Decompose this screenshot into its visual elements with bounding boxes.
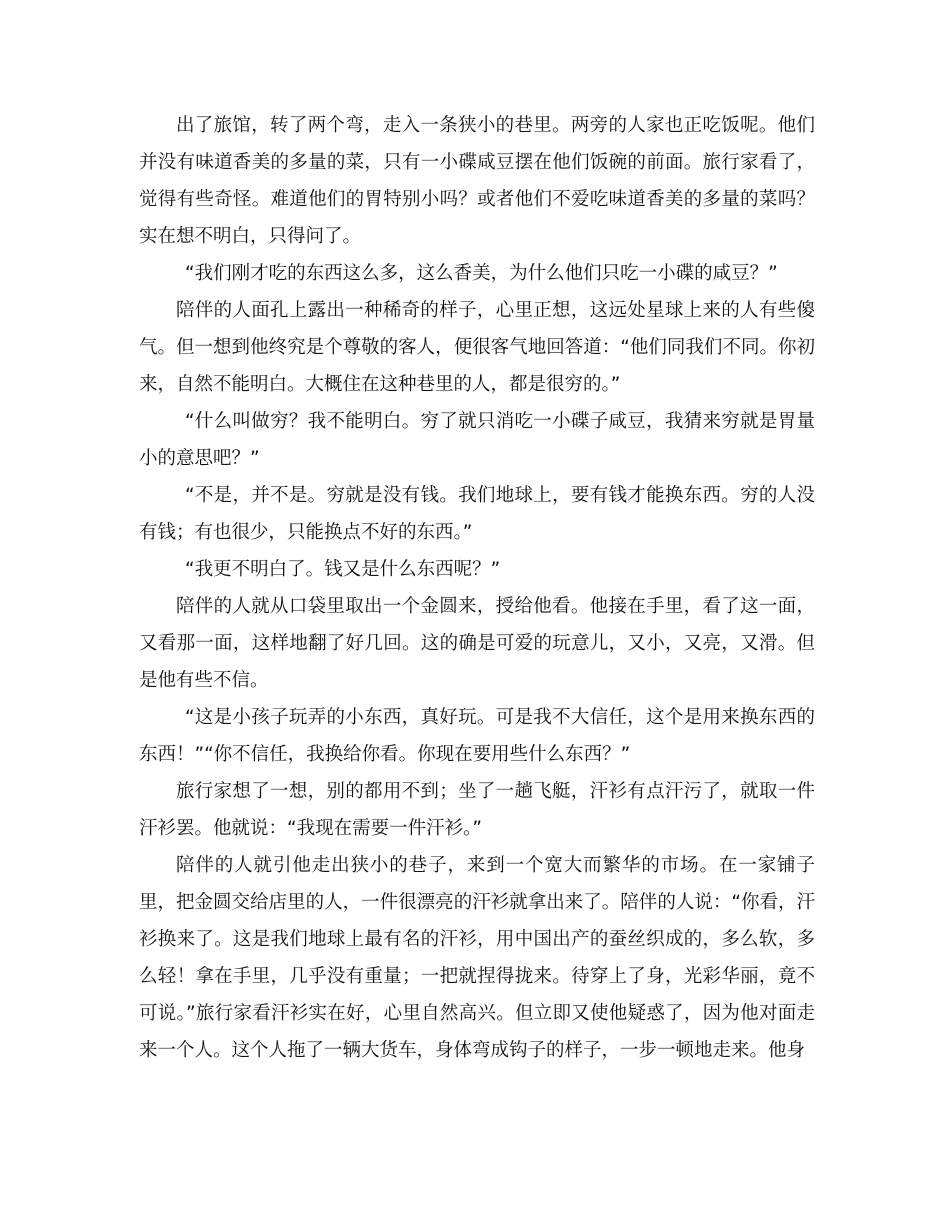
paragraph-10: 陪伴的人就引他走出狭小的巷子，来到一个宽大而繁华的市场。在一家铺子里，把金圆交给店里的人，一件很漂亮的汗衫就拿出来了。陪伴的人说：“你看，汗衫换来了。这是我们地球上最有名的汗衫，用中国出产的蚕丝织成的，多么软，多么轻！拿在手里，几乎没有重量；一把就捏得拢来。待穿上了身，光彩华丽，竟不可说。”旅行家看汗衫实在好，心里自然高兴。但立即又使他疑惑了，因为他对面走来一个人。这个人拖了一辆大货车，身体弯成钩子的样子，一步一顿地走来。他身 bbox=[139, 855, 815, 1061]
paragraph-6: “我更不明白了。钱又是什么东西呢？” bbox=[185, 559, 501, 580]
paragraph-8: “这是小孩子玩弄的小东西，真好玩。可是我不大信任，这个是用来换东西的东西！”“你不信任，我换给你看。你现在要用些什么东西？” bbox=[139, 707, 815, 765]
paragraph-7: 陪伴的人就从口袋里取出一个金圆来，授给他看。他接在手里，看了这一面，又看那一面，这样地翻了好几回。这的确是可爱的玩意儿，又小，又亮，又滑。但是他有些不信。 bbox=[139, 596, 815, 691]
paragraph-5: “不是，并不是。穷就是没有钱。我们地球上，要有钱才能换东西。穷的人没有钱；有也很少，只能换点不好的东西。” bbox=[139, 485, 815, 543]
paragraph-1: 出了旅馆，转了两个弯，走入一条狭小的巷里。两旁的人家也正吃饭呢。他们并没有味道香美的多量的菜，只有一小碟咸豆摆在他们饭碗的前面。旅行家看了，觉得有些奇怪。难道他们的胃特别小吗？或者他们不爱吃味道香美的多量的菜吗？实在想不明白，只得问了。 bbox=[139, 115, 815, 247]
paragraph-2: “我们刚才吃的东西这么多，这么香美，为什么他们只吃一小碟的咸豆？” bbox=[185, 263, 778, 284]
paragraph-9: 旅行家想了一想，别的都用不到；坐了一趟飞艇，汗衫有点汗污了，就取一件汗衫罢。他就说：“我现在需要一件汗衫。” bbox=[139, 781, 815, 839]
paragraph-4: “什么叫做穷？我不能明白。穷了就只消吃一小碟子咸豆，我猜来穷就是胃量小的意思吧？” bbox=[139, 411, 815, 469]
paragraph-3: 陪伴的人面孔上露出一种稀奇的样子，心里正想，这远处星球上来的人有些傻气。但一想到他终究是个尊敬的客人，便很客气地回答道：“他们同我们不同。你初来，自然不能明白。大概住在这种巷里的人，都是很穷的。” bbox=[139, 300, 815, 395]
document-body bbox=[139, 107, 815, 1069]
